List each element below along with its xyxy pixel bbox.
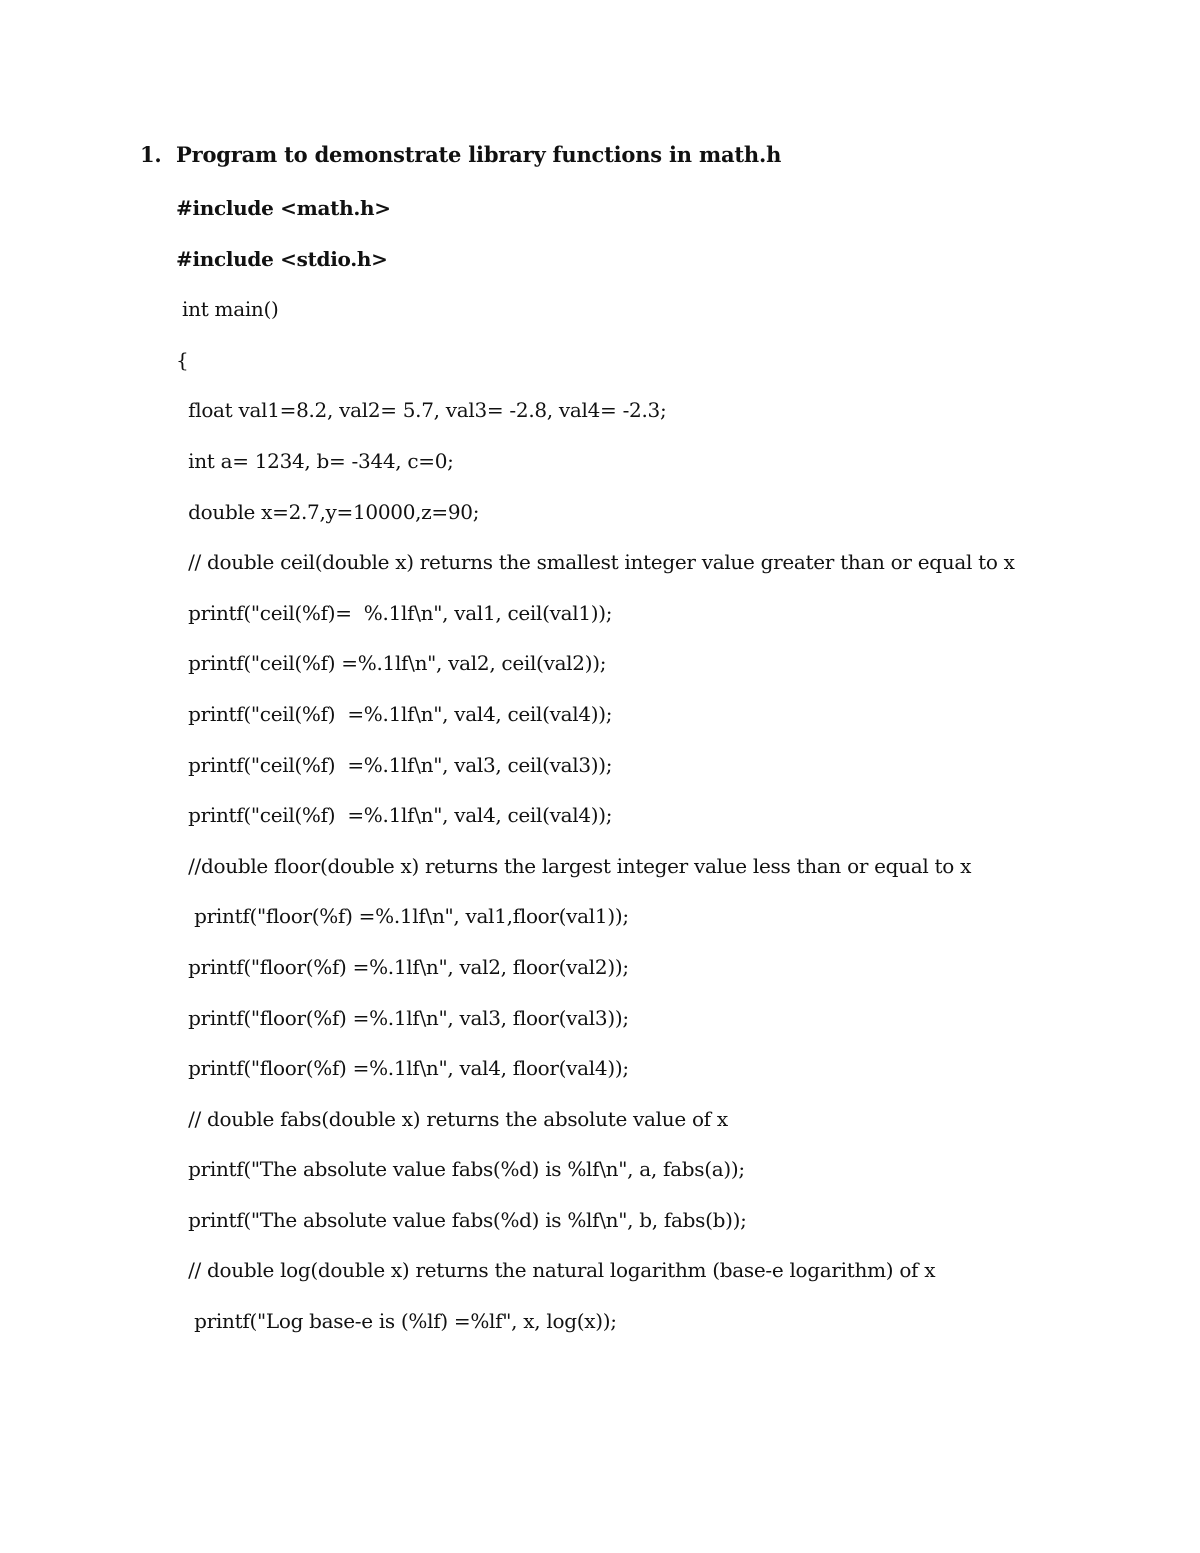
code-line: printf("The absolute value fabs(%d) is %lf\n", a, fabs(a)); <box>176 1157 745 1182</box>
code-line: printf("floor(%f) =%.1lf\n", val1,floor(val1)); <box>176 904 629 929</box>
code-line: float val1=8.2, val2= 5.7, val3= -2.8, val4= -2.3; <box>176 398 667 423</box>
code-line: printf("floor(%f) =%.1lf\n", val3, floor(val3)); <box>176 1005 629 1030</box>
code-line: printf("Log base-e is (%lf) =%lf", x, log(x)); <box>176 1309 617 1334</box>
code-line: printf("floor(%f) =%.1lf\n", val2, floor(val2)); <box>176 954 629 979</box>
code-line: printf("ceil(%f)= %.1lf\n", val1, ceil(val1)); <box>176 600 613 625</box>
code-line: //double floor(double x) returns the largest integer value less than or equal to x <box>176 853 972 878</box>
code-line: double x=2.7,y=10000,z=90; <box>176 499 480 524</box>
code-line: // double ceil(double x) returns the smallest integer value greater than or equal to x <box>176 550 1015 575</box>
code-line: printf("floor(%f) =%.1lf\n", val4, floor(val4)); <box>176 1056 629 1081</box>
code-line: printf("The absolute value fabs(%d) is %lf\n", b, fabs(b)); <box>176 1207 747 1232</box>
heading-text: Program to demonstrate library functions in math.h <box>176 142 782 167</box>
code-line: #include <stdio.h> <box>176 246 388 271</box>
code-line: printf("ceil(%f) =%.1lf\n", val2, ceil(val2)); <box>176 651 607 676</box>
section-heading <box>140 142 781 167</box>
code-line: printf("ceil(%f) =%.1lf\n", val4, ceil(val4)); <box>176 701 613 726</box>
code-line: printf("ceil(%f) =%.1lf\n", val3, ceil(val3)); <box>176 752 613 777</box>
code-line: { <box>176 347 189 372</box>
code-line: // double fabs(double x) returns the absolute value of x <box>176 1106 728 1131</box>
code-listing <box>176 193 1015 1357</box>
heading-number: 1. <box>140 142 162 167</box>
code-line: // double log(double x) returns the natural logarithm (base-e logarithm) of x <box>176 1258 936 1283</box>
code-line: #include <math.h> <box>176 196 391 220</box>
code-line: printf("ceil(%f) =%.1lf\n", val4, ceil(val4)); <box>176 803 613 828</box>
code-line: int main() <box>176 297 279 322</box>
code-line: int a= 1234, b= -344, c=0; <box>176 448 454 473</box>
